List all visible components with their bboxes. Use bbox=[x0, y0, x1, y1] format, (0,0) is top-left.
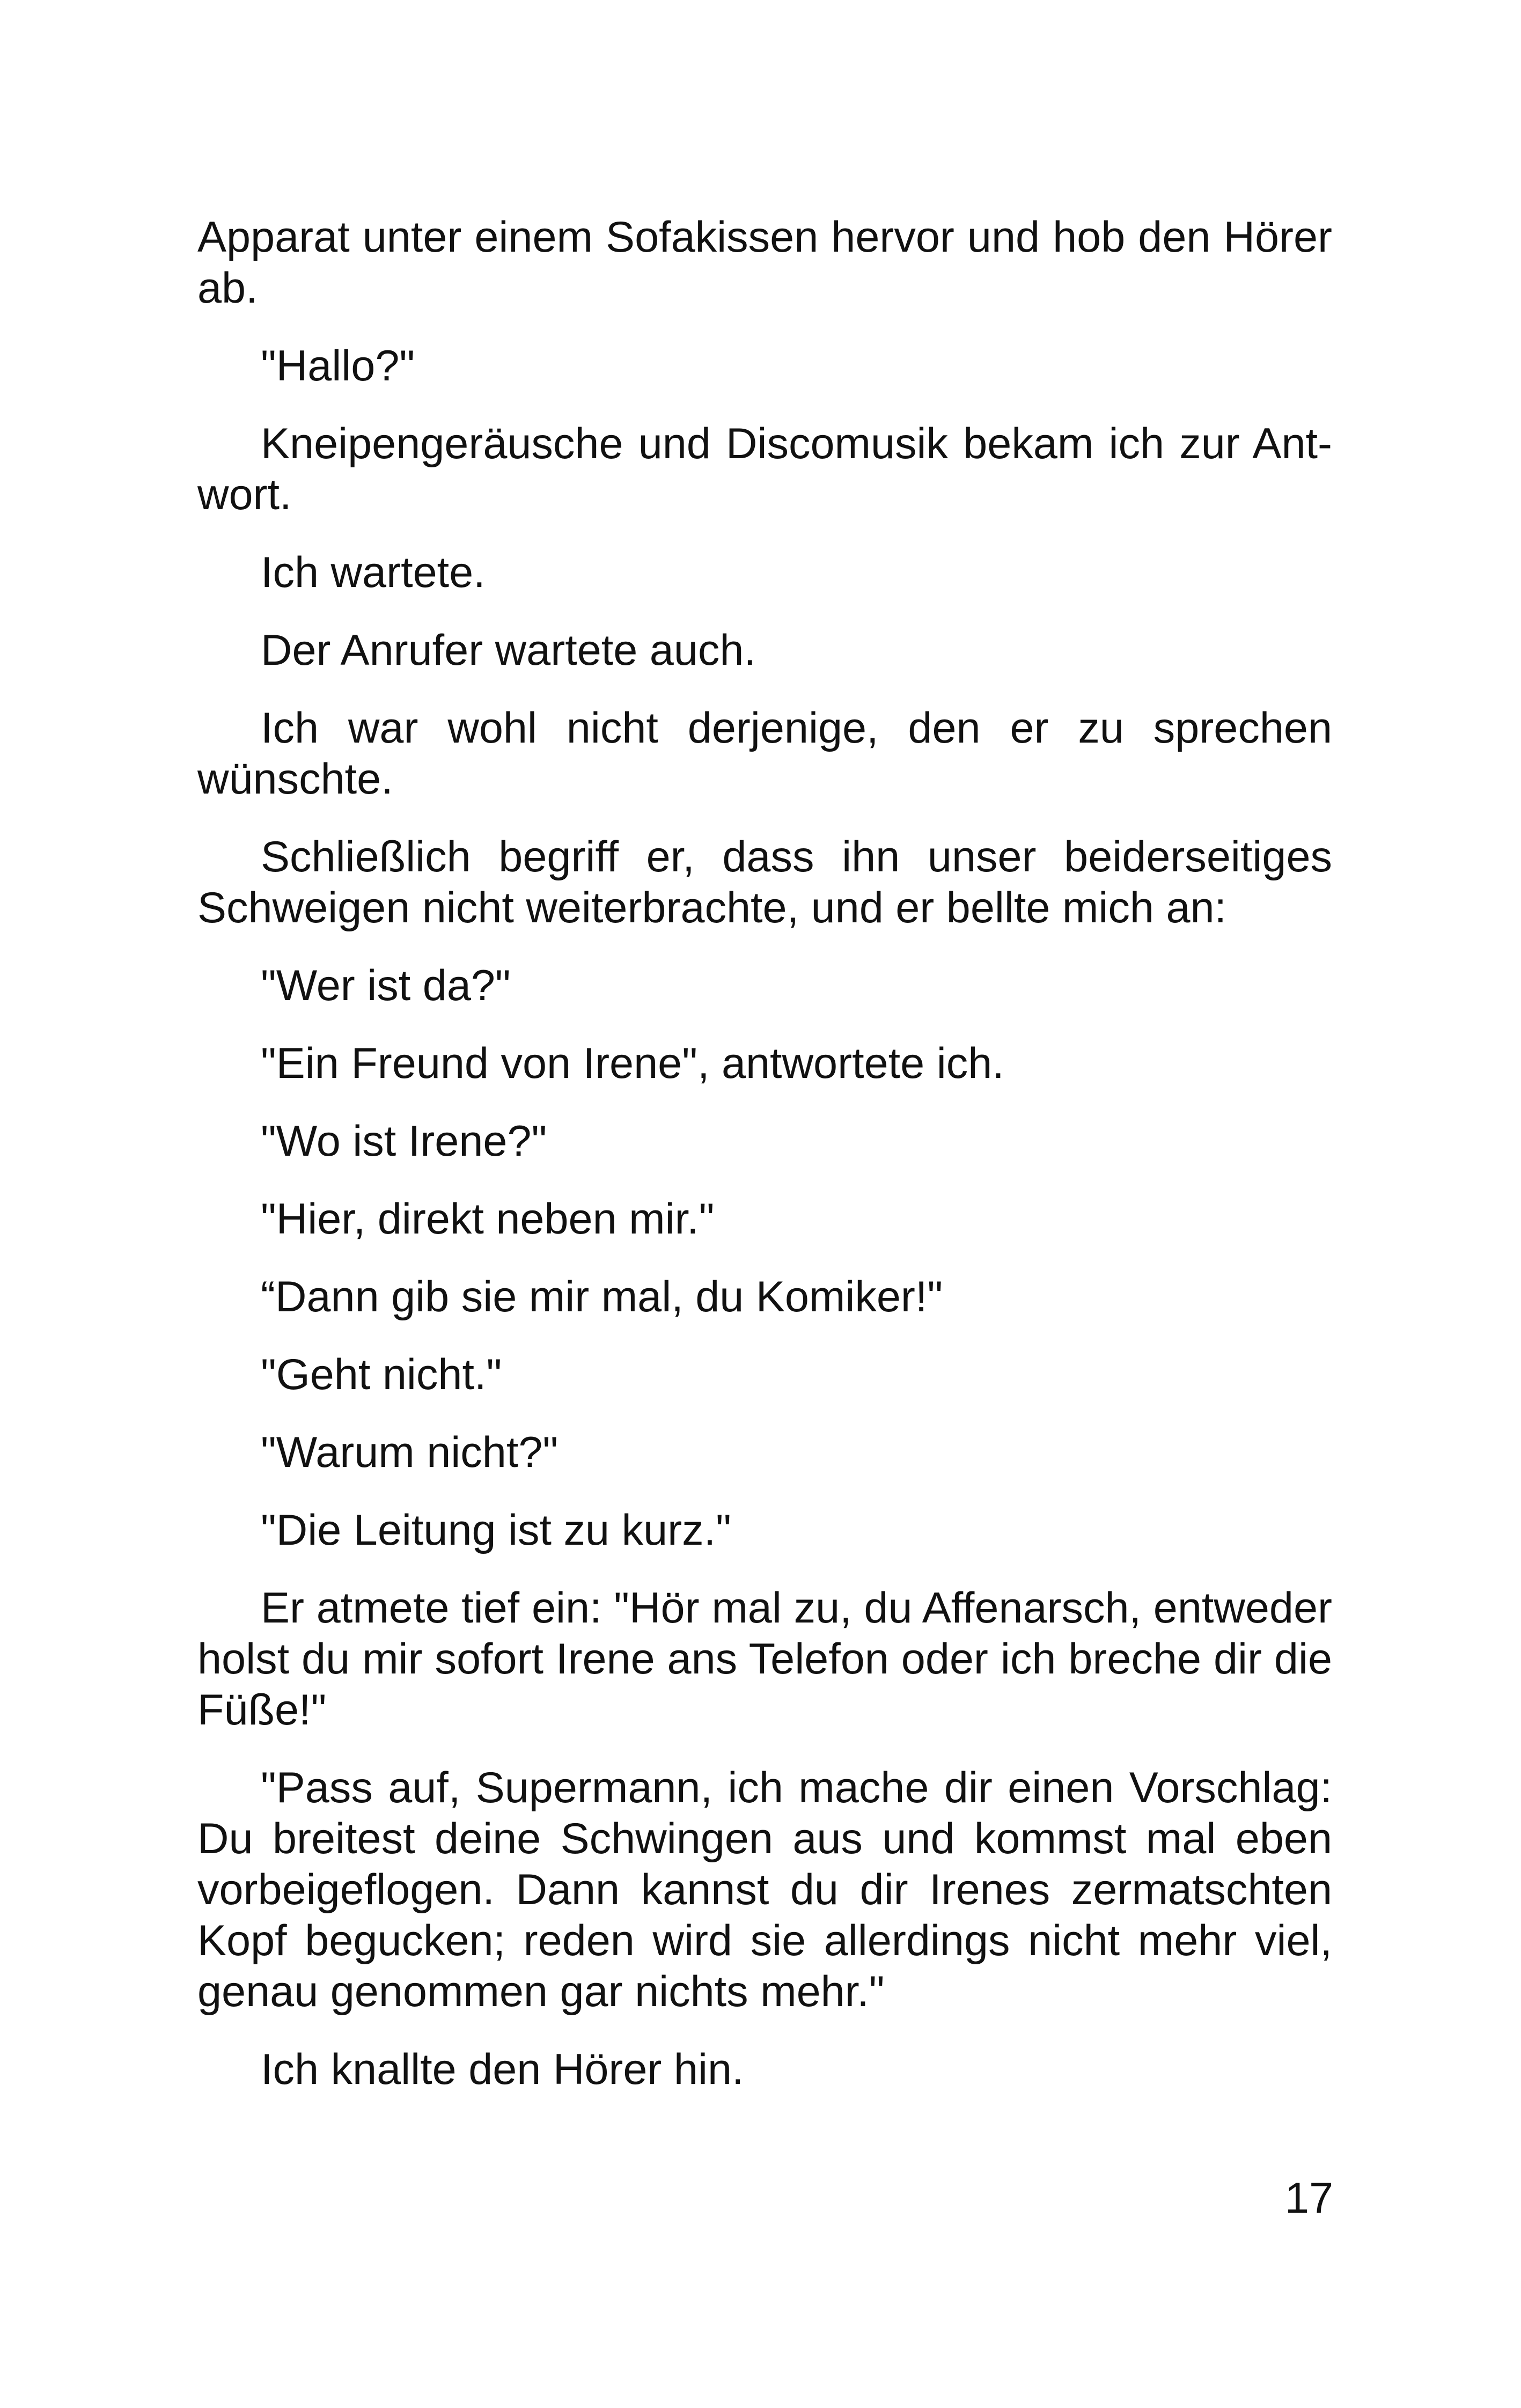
paragraph: Apparat unter einem Sofakissen hervor und hob den Hörer ab. bbox=[197, 213, 1332, 312]
paragraph: "Pass auf, Supermann, ich mache dir einen Vorschlag: Du breitest deine Schwingen aus und kommst mal eben vorbeigeflogen. Dann kannst du dir Irenes zermatschten Kopf begucken; reden wird sie allerdings nicht mehr viel, genau genommen gar nichts mehr." bbox=[197, 1764, 1332, 2016]
paragraph: Schließlich begriff er, dass ihn unser beiderseitiges Schweigen nicht weiterbrachte, und er bellte mich an: bbox=[197, 833, 1332, 932]
page-body bbox=[197, 212, 1332, 2122]
page-number: 17 bbox=[1284, 2174, 1333, 2222]
paragraph: "Wer ist da?" bbox=[261, 961, 511, 1010]
paragraph: "Ein Freund von Irene", antwortete ich. bbox=[261, 1039, 1004, 1088]
paragraph: "Hier, direkt neben mir." bbox=[261, 1195, 715, 1243]
paragraph: "Geht nicht." bbox=[261, 1350, 502, 1399]
paragraph: Ich war wohl nicht derjenige, den er zu sprechen wünschte. bbox=[197, 704, 1332, 803]
paragraph: Kneipengeräusche und Discomusik bekam ich zur Antwort. bbox=[197, 420, 1332, 519]
paragraph: Ich wartete. bbox=[261, 548, 486, 597]
paragraph: "Wo ist Irene?" bbox=[261, 1117, 547, 1165]
paragraph: Der Anrufer wartete auch. bbox=[261, 626, 756, 674]
paragraph: Ich knallte den Hörer hin. bbox=[261, 2045, 744, 2094]
paragraph: “Dann gib sie mir mal, du Komiker!" bbox=[261, 1273, 943, 1321]
paragraph: "Warum nicht?" bbox=[261, 1428, 559, 1477]
paragraph: "Die Leitung ist zu kurz." bbox=[261, 1506, 731, 1554]
paragraph: "Hallo?" bbox=[261, 342, 415, 390]
paragraph: Er atmete tief ein: "Hör mal zu, du Affenarsch, entweder holst du mir sofort Irene ans Telefon oder ich breche dir die Füße!" bbox=[197, 1584, 1332, 1734]
